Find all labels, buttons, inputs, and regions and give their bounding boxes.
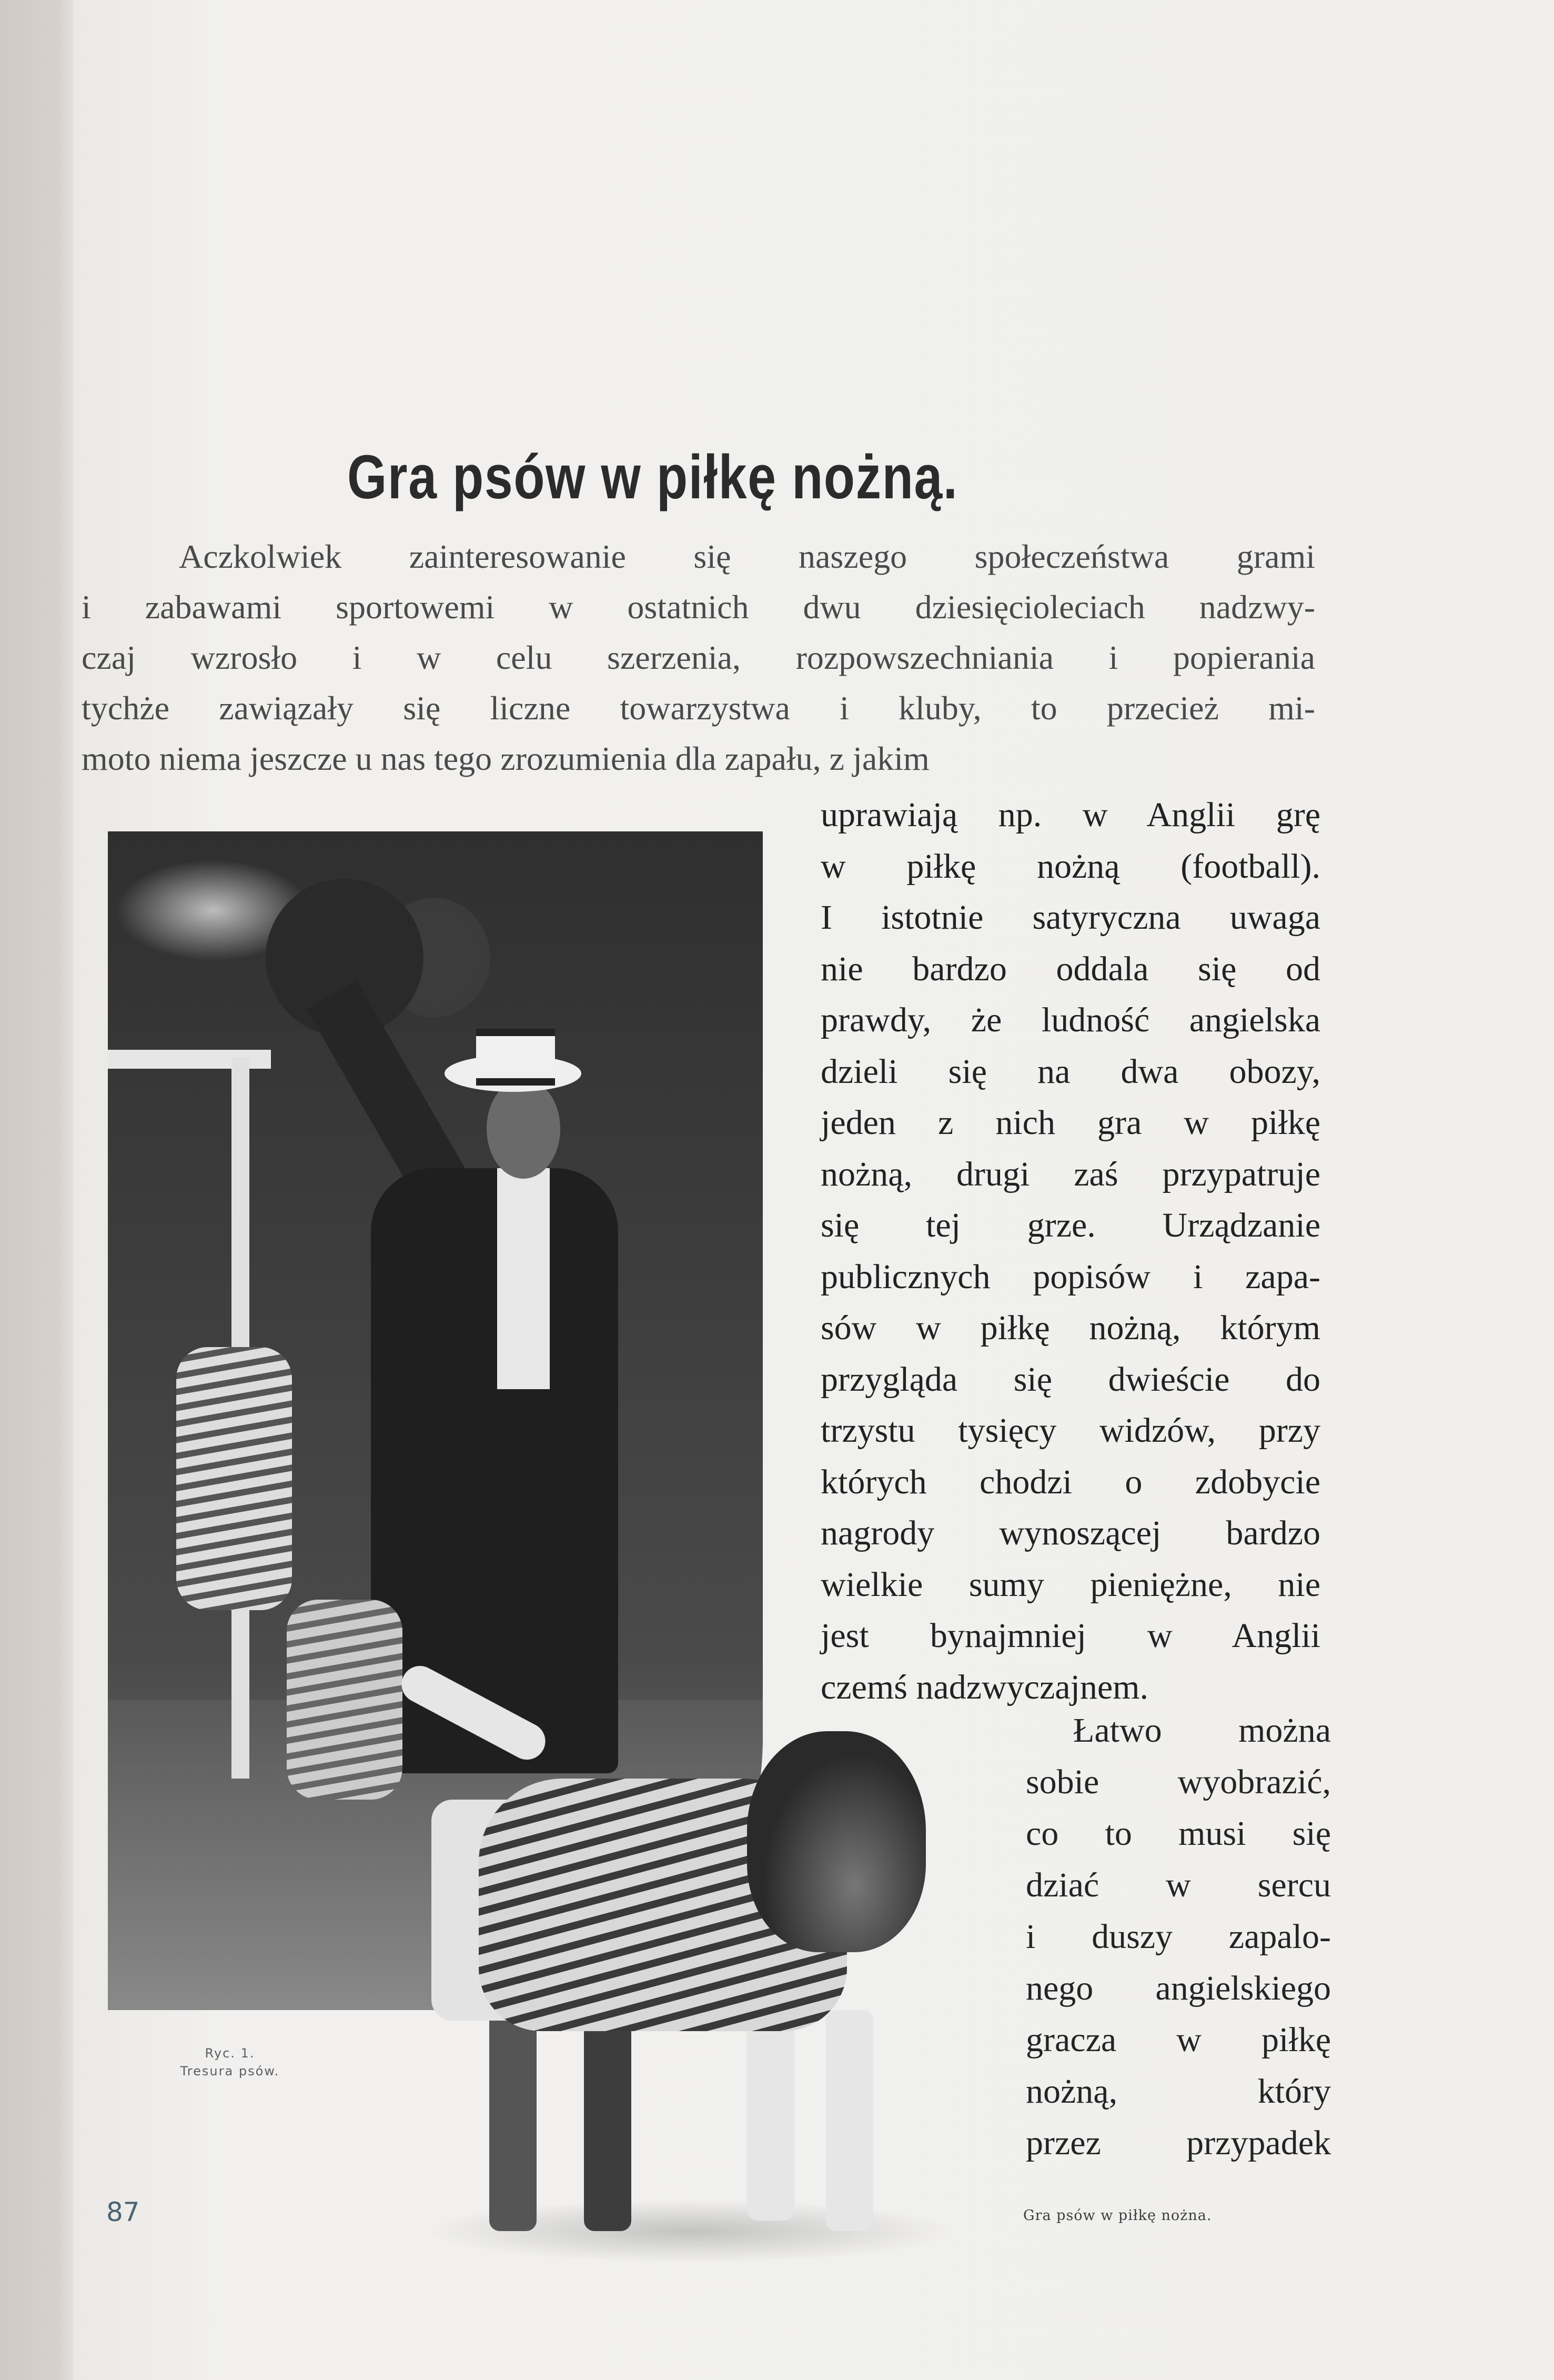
column-line: dzieli się na dwa obozy, — [821, 1052, 1320, 1091]
column2-line: przez przypadek — [1026, 2124, 1331, 2162]
column-line: sów w piłkę nożną, którym — [821, 1309, 1320, 1347]
column-line: nie bardzo oddala się od — [821, 949, 1320, 988]
book-spine-edge — [0, 0, 74, 2380]
column-line: nożną, drugi zaś przypatruje — [821, 1154, 1320, 1193]
figure-2-caption: Gra psów w piłkę nożna. — [1023, 2207, 1212, 2224]
right-column-text — [821, 789, 1320, 1713]
column2-line: co to musi się — [1026, 1814, 1331, 1853]
column-line: publicznych popisów i zapa- — [821, 1257, 1320, 1296]
column-line: przygląda się dwieście do — [821, 1360, 1320, 1399]
figure-2-photo-dog-in-jersey — [410, 1715, 968, 2278]
column2-line: nożną, który — [1026, 2072, 1331, 2111]
column2-line: dziać w sercu — [1026, 1866, 1331, 1904]
dog-leg — [584, 2010, 631, 2231]
page-number: 87 — [106, 2197, 140, 2227]
intro-line: i zabawami sportowemi w ostatnich dwu dziesięcioleciach nadzwy- — [82, 588, 1315, 626]
page-title: Gra psów w piłkę nożną. — [347, 443, 958, 513]
dog-leg — [489, 2010, 537, 2231]
column-line: których chodzi o zdobycie — [821, 1462, 1320, 1501]
figure-1-caption — [138, 2044, 322, 2080]
photo-man-shirt — [497, 1168, 550, 1389]
column2-line: Łatwo można — [1073, 1711, 1331, 1750]
figure-1-caption-text: Tresura psów. — [180, 2064, 280, 2078]
photo-small-dog — [287, 1600, 402, 1800]
column-line: w piłkę nożną (football). — [821, 847, 1320, 886]
column-line: I istotnie satyryczna uwaga — [821, 898, 1320, 937]
photo-jumping-dog — [176, 1347, 292, 1610]
photo-man-face — [487, 1079, 560, 1179]
intro-line: moto niema jeszcze u nas tego zrozumienia dla zapału, z jakim — [82, 740, 930, 777]
dog-leg — [747, 2000, 794, 2221]
column-line: prawdy, że ludność angielska — [821, 1001, 1320, 1039]
dog-leg — [826, 2010, 873, 2231]
right-column-text-lower — [1026, 1705, 1331, 2169]
column2-line: i duszy zapalo- — [1026, 1917, 1331, 1956]
column-line: jeden z nich gra w piłkę — [821, 1103, 1320, 1142]
intro-line: tychże zawiązały się liczne towarzystwa i kluby, to przecież mi- — [82, 689, 1315, 727]
figure-1-label: Ryc. 1. — [205, 2046, 255, 2061]
intro-paragraph — [82, 531, 1315, 784]
column-line: czemś nadzwyczajnem. — [821, 1668, 1149, 1706]
column-line: wielkie sumy pieniężne, nie — [821, 1565, 1320, 1604]
column-line: trzystu tysięcy widzów, przy — [821, 1411, 1320, 1450]
column-line: uprawiają np. w Anglii grę — [821, 796, 1320, 834]
column-line: jest bynajmniej w Anglii — [821, 1616, 1320, 1655]
column2-line: gracza w piłkę — [1026, 2021, 1331, 2059]
photo-boater-hat-crown — [476, 1029, 555, 1086]
column-line: nagrody wynoszącej bardzo — [821, 1514, 1320, 1552]
column2-line: sobie wyobrazić, — [1026, 1763, 1331, 1801]
column2-line: nego angielskiego — [1026, 1969, 1331, 2007]
intro-line: czaj wzrosło i w celu szerzenia, rozpowszechniania i popierania — [82, 639, 1315, 676]
intro-line: Aczkolwiek zainteresowanie się naszego społeczeństwa grami — [179, 538, 1315, 575]
column-line: się tej grze. Urządzanie — [821, 1206, 1320, 1244]
dog-head — [747, 1731, 926, 1952]
